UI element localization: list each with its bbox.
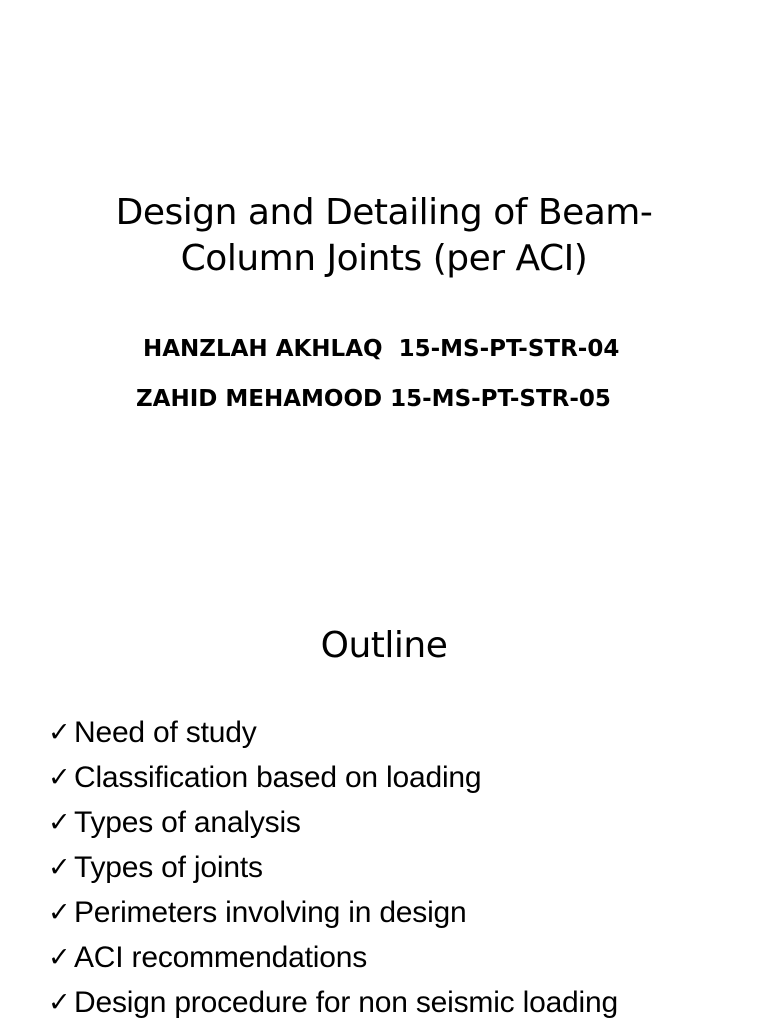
- author-line: ZAHID MEHAMOOD 15-MS-PT-STR-05: [136, 386, 611, 412]
- outline-item-label: Types of analysis: [74, 806, 301, 839]
- outline-item: [48, 755, 618, 800]
- outline-item-label: Classification based on loading: [74, 761, 482, 794]
- outline-item: [48, 845, 618, 890]
- check-icon: ✓: [48, 762, 71, 793]
- check-icon: ✓: [48, 897, 71, 928]
- outline-item-label: Need of study: [74, 716, 257, 749]
- outline-item: [48, 710, 618, 755]
- outline-item-label: ACI recommendations: [74, 941, 367, 974]
- outline-list: [48, 710, 618, 1025]
- title-line-2: Column Joints (per ACI): [180, 238, 588, 279]
- outline-item: [48, 890, 618, 935]
- author-line: HANZLAH AKHLAQ 15-MS-PT-STR-04: [143, 336, 620, 362]
- title-line-1: Design and Detailing of Beam-: [115, 192, 653, 233]
- outline-item-label: Design procedure for non seismic loading: [74, 986, 618, 1019]
- presentation-title: [60, 190, 708, 282]
- outline-item: [48, 980, 618, 1025]
- outline-heading: Outline: [320, 625, 448, 666]
- author-list: [0, 334, 768, 434]
- check-icon: ✓: [48, 987, 71, 1018]
- outline-item-label: Perimeters involving in design: [74, 896, 467, 929]
- check-icon: ✓: [48, 942, 71, 973]
- outline-item: [48, 800, 618, 845]
- outline-item-label: Types of joints: [74, 851, 263, 884]
- check-icon: ✓: [48, 852, 71, 883]
- check-icon: ✓: [48, 717, 71, 748]
- check-icon: ✓: [48, 807, 71, 838]
- outline-slide: [0, 600, 768, 1024]
- outline-item: [48, 935, 618, 980]
